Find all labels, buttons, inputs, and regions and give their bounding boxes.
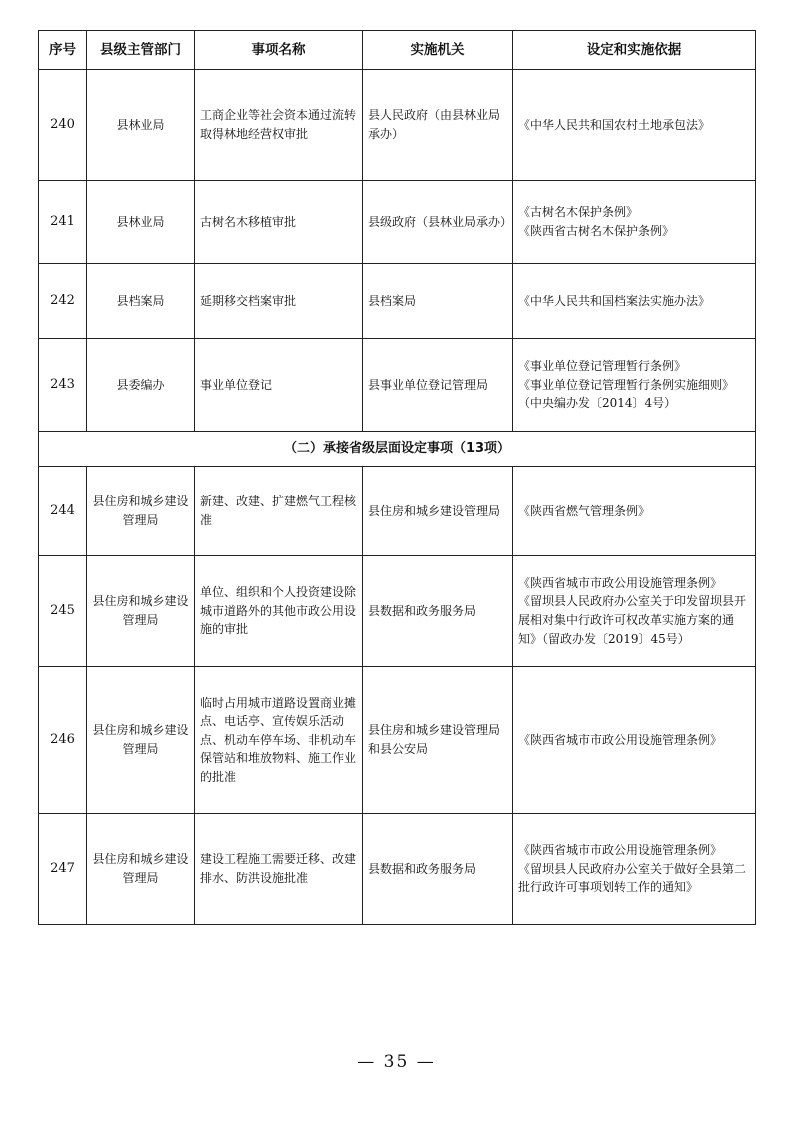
header-agency: 实施机关 <box>363 31 513 70</box>
row-seq: 243 <box>39 339 87 432</box>
basis-line: 《留坝县人民政府办公室关于印发留坝县开展相对集中行政许可权改革实施方案的通知》（留政办发〔2019〕45号） <box>518 594 747 646</box>
row-basis <box>513 264 756 339</box>
row-agency: 县数据和政务服务局 <box>363 814 513 925</box>
row-basis <box>513 467 756 556</box>
row-dept: 县住房和城乡建设管理局 <box>87 556 195 667</box>
basis-line: 《古树名木保护条例》 <box>518 205 639 220</box>
row-basis <box>513 667 756 814</box>
table-row <box>39 467 756 556</box>
row-agency: 县住房和城乡建设管理局 <box>363 467 513 556</box>
section-title: （二）承接省级层面设定事项（13项） <box>39 432 756 467</box>
basis-line: 《陕西省城市市政公用设施管理条例》 <box>518 575 723 590</box>
basis-line: 《陕西省城市市政公用设施管理条例》 <box>518 843 723 858</box>
table-row <box>39 667 756 814</box>
row-dept: 县委编办 <box>87 339 195 432</box>
row-seq: 247 <box>39 814 87 925</box>
table-row <box>39 556 756 667</box>
row-agency: 县档案局 <box>363 264 513 339</box>
basis-line: 《中华人民共和国档案法实施办法》 <box>518 293 711 308</box>
row-seq: 241 <box>39 181 87 264</box>
section-header-row <box>39 432 756 467</box>
row-agency: 县住房和城乡建设管理局和县公安局 <box>363 667 513 814</box>
row-basis <box>513 556 756 667</box>
header-name: 事项名称 <box>195 31 363 70</box>
table-row <box>39 70 756 181</box>
header-basis: 设定和实施依据 <box>513 31 756 70</box>
table-row <box>39 181 756 264</box>
row-seq: 242 <box>39 264 87 339</box>
row-item-name: 单位、组织和个人投资建设除城市道路外的其他市政公用设施的审批 <box>195 556 363 667</box>
row-item-name: 古树名木移植审批 <box>195 181 363 264</box>
row-agency: 县人民政府（由县林业局承办） <box>363 70 513 181</box>
row-item-name: 新建、改建、扩建燃气工程核准 <box>195 467 363 556</box>
row-basis <box>513 339 756 432</box>
row-item-name: 临时占用城市道路设置商业摊点、电话亭、宣传娱乐活动点、机动车停车场、非机动车保管站和堆放物料、施工作业的批准 <box>195 667 363 814</box>
basis-line: 《陕西省古树名木保护条例》 <box>518 224 675 238</box>
row-seq: 245 <box>39 556 87 667</box>
row-basis <box>513 181 756 264</box>
administrative-items-table <box>38 30 756 925</box>
basis-line: 《陕西省城市市政公用设施管理条例》 <box>518 732 723 747</box>
row-dept: 县档案局 <box>87 264 195 339</box>
row-agency: 县级政府（县林业局承办） <box>363 181 513 264</box>
row-item-name: 延期移交档案审批 <box>195 264 363 339</box>
row-item-name: 事业单位登记 <box>195 339 363 432</box>
header-seq: 序号 <box>39 31 87 70</box>
row-dept: 县住房和城乡建设管理局 <box>87 667 195 814</box>
basis-line: 《事业单位登记管理暂行条例》 <box>518 359 687 374</box>
row-basis <box>513 70 756 181</box>
row-basis <box>513 814 756 925</box>
table-row <box>39 264 756 339</box>
row-dept: 县林业局 <box>87 181 195 264</box>
row-seq: 246 <box>39 667 87 814</box>
row-agency: 县事业单位登记管理局 <box>363 339 513 432</box>
basis-line: 《陕西省燃气管理条例》 <box>518 503 651 518</box>
row-item-name: 工商企业等社会资本通过流转取得林地经营权审批 <box>195 70 363 181</box>
row-dept: 县住房和城乡建设管理局 <box>87 814 195 925</box>
row-item-name: 建设工程施工需要迁移、改建排水、防洪设施批准 <box>195 814 363 925</box>
row-seq: 240 <box>39 70 87 181</box>
row-seq: 244 <box>39 467 87 556</box>
document-sheet <box>38 30 755 925</box>
table-row <box>39 814 756 925</box>
row-dept: 县住房和城乡建设管理局 <box>87 467 195 556</box>
basis-line: 《事业单位登记管理暂行条例实施细则》（中央编办发〔2014〕4号） <box>518 377 735 411</box>
table-row <box>39 339 756 432</box>
table-header-row <box>39 31 756 70</box>
header-dept: 县级主管部门 <box>87 31 195 70</box>
row-dept: 县林业局 <box>87 70 195 181</box>
basis-line: 《留坝县人民政府办公室关于做好全县第二批行政许可事项划转工作的通知》 <box>518 861 747 895</box>
basis-line: 《中华人民共和国农村土地承包法》 <box>518 117 711 132</box>
row-agency: 县数据和政务服务局 <box>363 556 513 667</box>
page-number: — 35 — <box>357 1052 436 1072</box>
